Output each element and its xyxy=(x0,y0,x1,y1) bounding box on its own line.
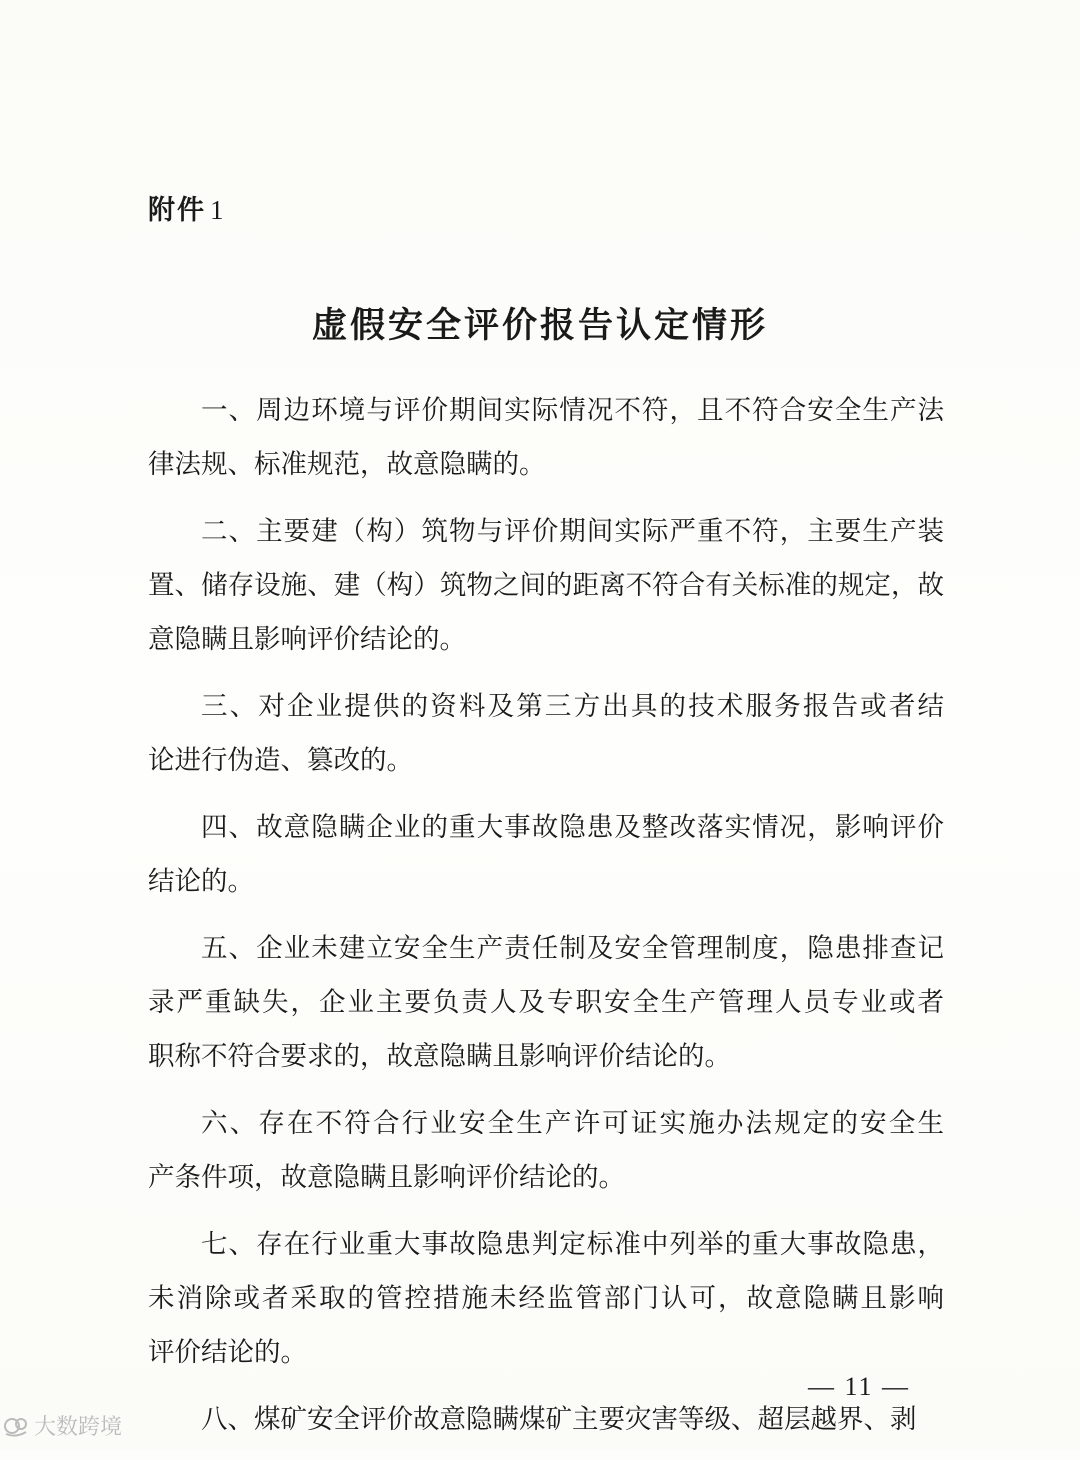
paragraph-line: 八、煤矿安全评价故意隐瞒煤矿主要灾害等级、超层越界、剥 xyxy=(201,1404,917,1435)
attachment-heading xyxy=(148,188,226,227)
paragraph-line: 评价结论的。 xyxy=(148,1337,307,1368)
document-title: 虚假安全评价报告认定情形 xyxy=(311,306,768,346)
page-number: — 11 — xyxy=(808,1372,911,1401)
paragraph-line: 五、企业未建立安全生产责任制及安全管理制度，隐患排查记 xyxy=(201,933,944,964)
paragraph-line: 职称不符合要求的，故意隐瞒且影响评价结论的。 xyxy=(148,1041,731,1072)
paragraph xyxy=(148,1218,944,1380)
paragraph xyxy=(148,384,944,492)
watermark xyxy=(2,1410,122,1441)
paragraph-line: 律法规、标准规范，故意隐瞒的。 xyxy=(148,449,546,480)
paragraph-line: 二、主要建（构）筑物与评价期间实际严重不符，主要生产装 xyxy=(201,516,944,547)
paragraph-line: 未消除或者采取的管控措施未经监管部门认可，故意隐瞒且影响 xyxy=(148,1283,944,1314)
paragraph xyxy=(148,680,944,788)
attachment-label: 附件 xyxy=(148,195,206,226)
paragraph-line: 四、故意隐瞒企业的重大事故隐患及整改落实情况，影响评价 xyxy=(201,812,944,843)
paragraph xyxy=(148,1097,944,1205)
paragraph-line: 七、存在行业重大事故隐患判定标准中列举的重大事故隐患， xyxy=(201,1229,944,1260)
paragraph-line: 录严重缺失，企业主要负责人及专职安全生产管理人员专业或者 xyxy=(148,987,944,1018)
paragraph-line: 产条件项，故意隐瞒且影响评价结论的。 xyxy=(148,1162,625,1193)
paragraph-line: 结论的。 xyxy=(148,866,254,897)
paragraph-line: 论进行伪造、篡改的。 xyxy=(148,745,413,776)
attachment-number: 1 xyxy=(210,195,226,225)
paragraph-line: 三、对企业提供的资料及第三方出具的技术服务报告或者结 xyxy=(201,691,944,722)
paragraph-line: 一、周边环境与评价期间实际情况不符，且不符合安全生产法 xyxy=(201,395,944,426)
paragraph xyxy=(148,922,944,1084)
document-body xyxy=(148,384,944,1460)
paragraph-line: 六、存在不符合行业安全生产许可证实施办法规定的安全生 xyxy=(201,1108,944,1139)
paragraph xyxy=(148,505,944,667)
watermark-text: 大数跨境 xyxy=(34,1415,123,1440)
dashuju-logo-icon xyxy=(2,1412,30,1440)
paragraph-line: 意隐瞒且影响评价结论的。 xyxy=(148,624,466,655)
paragraph-line: 置、储存设施、建（构）筑物之间的距离不符合有关标准的规定，故 xyxy=(148,570,944,601)
paragraph xyxy=(148,801,944,909)
